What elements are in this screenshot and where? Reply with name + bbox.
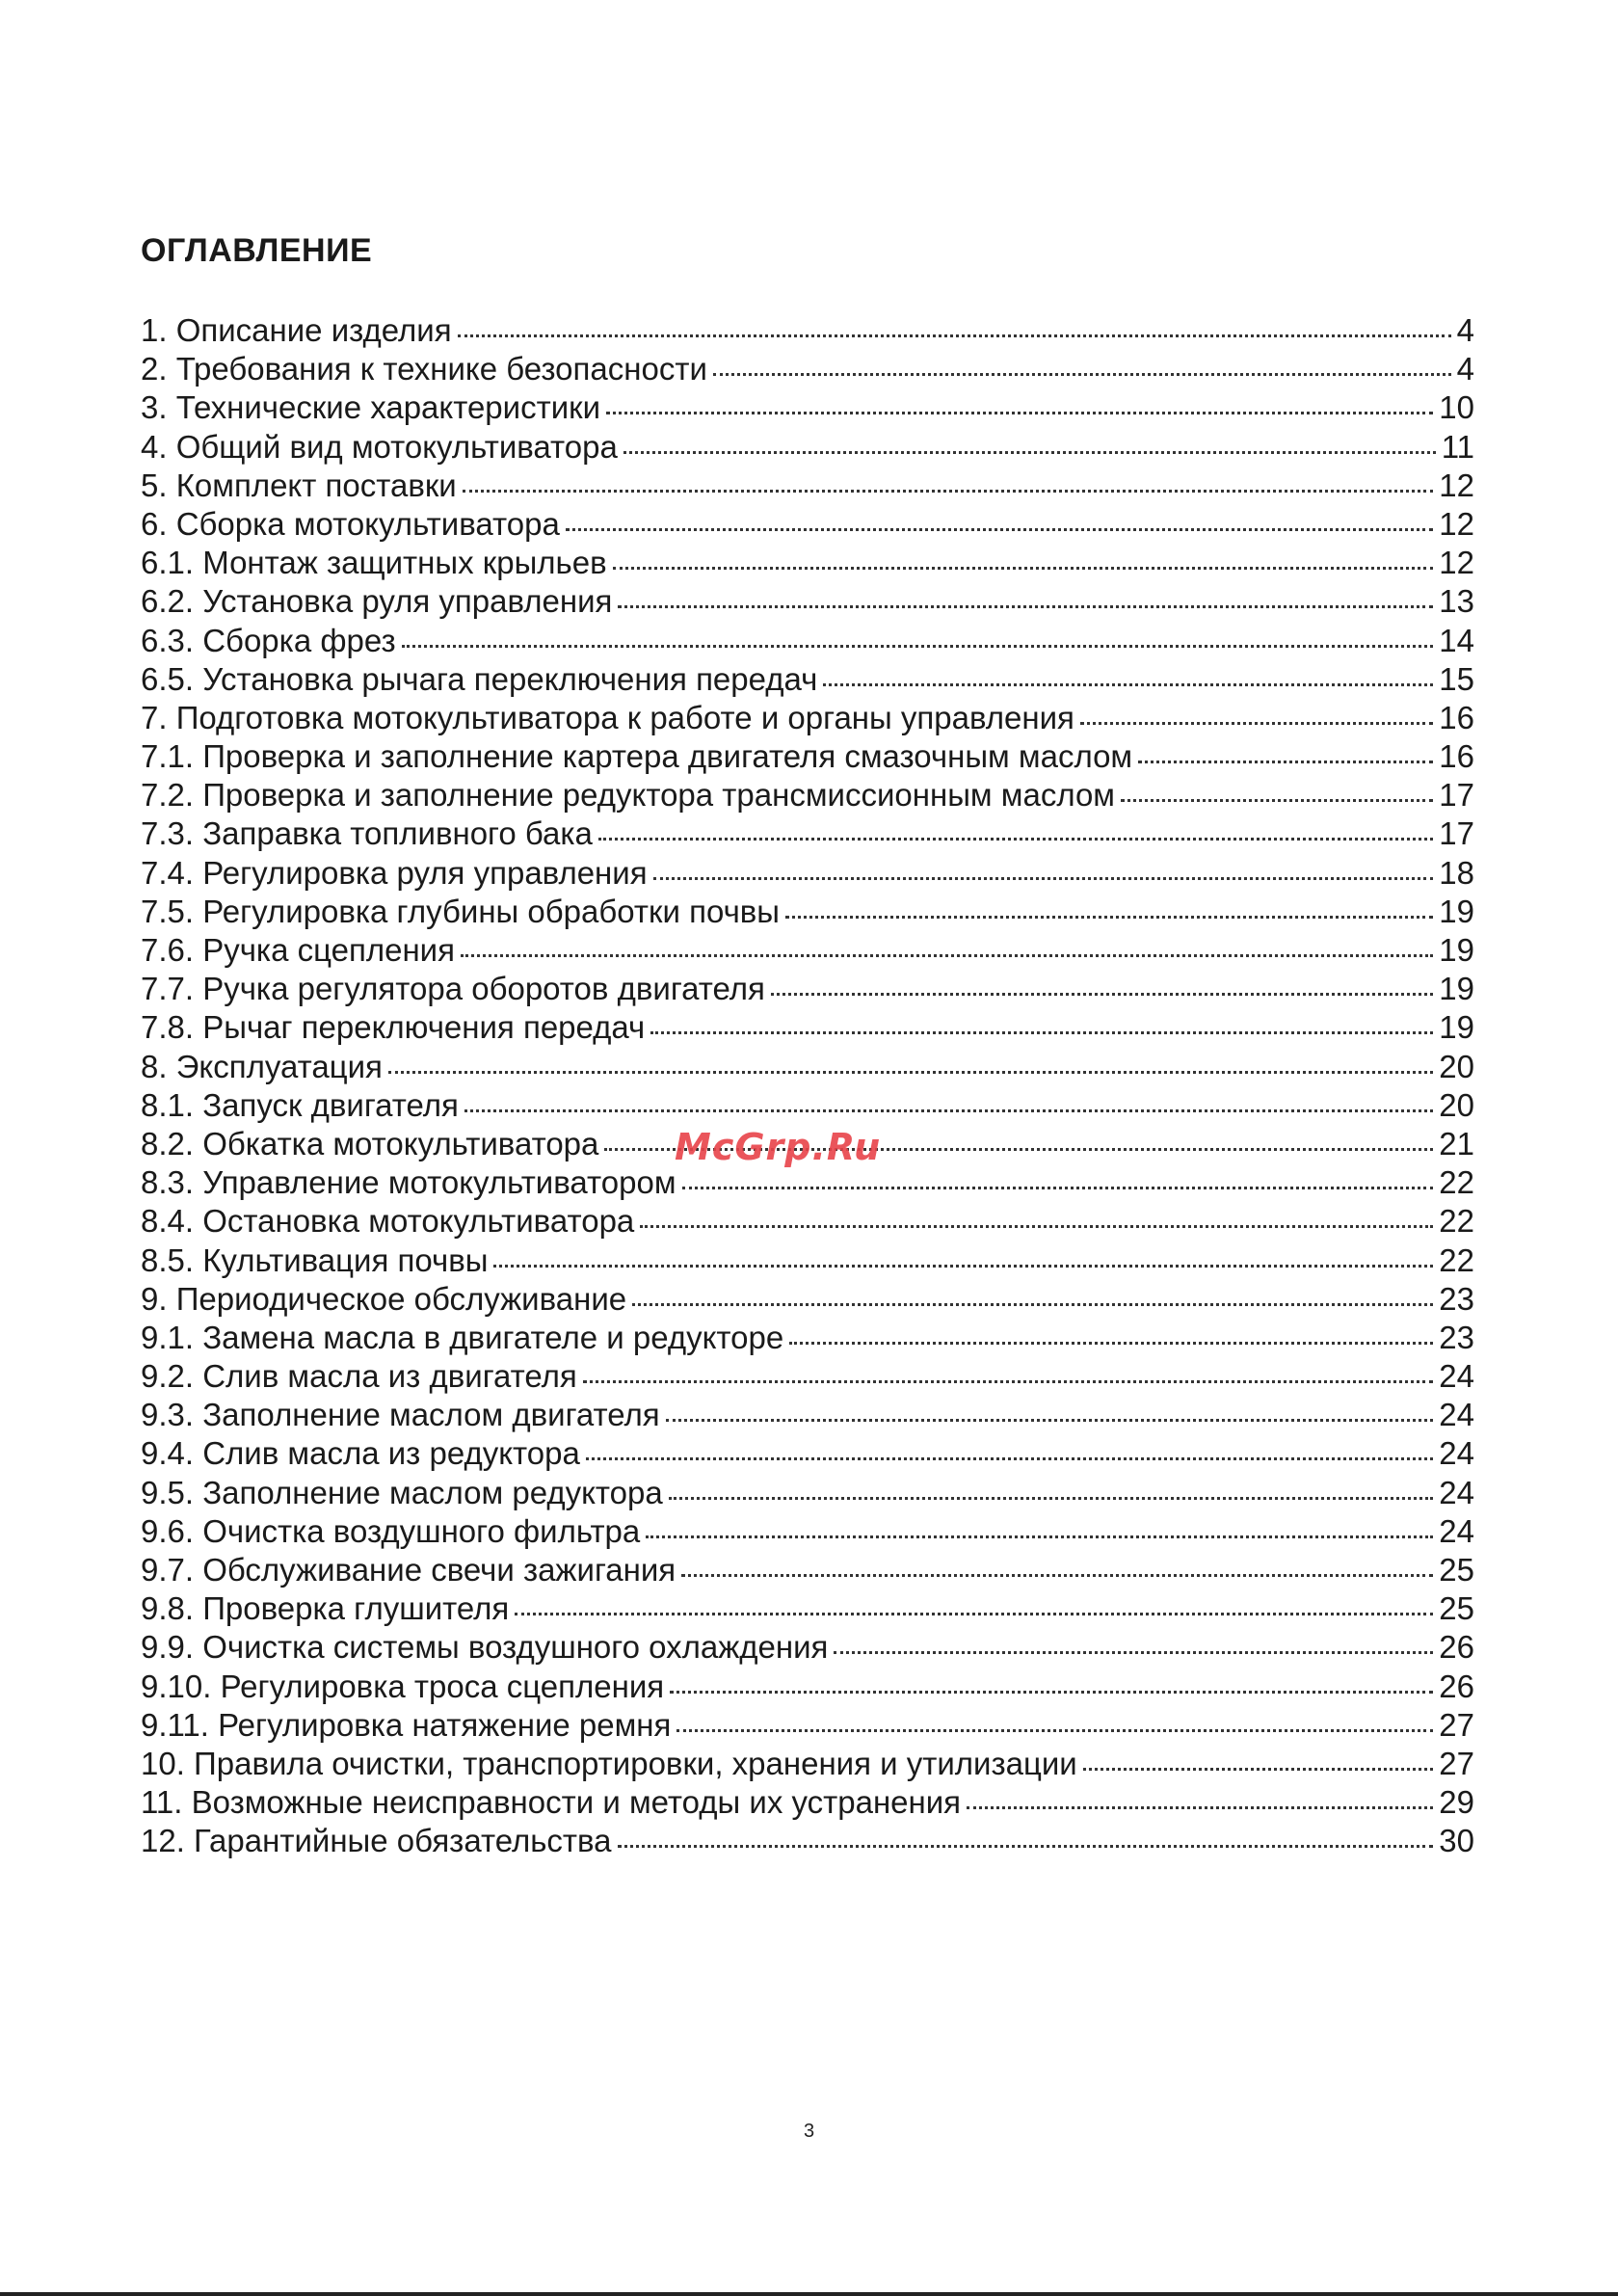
toc-dot-leader	[1121, 799, 1433, 802]
toc-entry-page: 24	[1439, 1358, 1474, 1395]
toc-dot-leader	[464, 1109, 1433, 1112]
toc-dot-leader	[653, 877, 1434, 880]
toc-entry-title: 9.8. Проверка глушителя	[141, 1590, 510, 1627]
toc-dot-leader	[583, 1380, 1434, 1383]
toc-entry-page: 11	[1441, 428, 1474, 465]
toc-entry-title: 11. Возможные неисправности и методы их устранения	[141, 1784, 962, 1821]
toc-dot-leader	[613, 567, 1434, 570]
toc-entry[interactable]	[141, 1706, 1474, 1745]
toc-entry[interactable]	[141, 893, 1474, 931]
toc-dot-leader	[598, 838, 1433, 841]
watermark-logo: McGrp.Ru	[675, 1126, 882, 1168]
toc-entry-title: 6.3. Сборка фрез	[141, 622, 396, 658]
toc-dot-leader	[789, 1342, 1433, 1345]
toc-entry-title: 9.9. Очистка системы воздушного охлаждения	[141, 1629, 829, 1666]
toc-entry[interactable]	[141, 582, 1474, 621]
toc-entry-page: 16	[1439, 738, 1474, 775]
toc-dot-leader	[682, 1187, 1434, 1189]
toc-entry-page: 24	[1439, 1512, 1474, 1549]
toc-dot-leader	[493, 1265, 1433, 1268]
toc-dot-leader	[618, 1845, 1434, 1848]
toc-entry-title: 7.7. Ручка регулятора оборотов двигателя	[141, 971, 765, 1007]
toc-dot-leader	[606, 412, 1433, 414]
toc-entry-page: 27	[1439, 1706, 1474, 1743]
toc-entry-title: 6.2. Установка руля управления	[141, 583, 613, 620]
toc-entry-page: 25	[1439, 1552, 1474, 1588]
toc-entry[interactable]	[141, 350, 1474, 388]
toc-dot-leader	[676, 1729, 1433, 1732]
toc-dot-leader	[666, 1419, 1434, 1422]
toc-entry-title: 7.6. Ручка сцепления	[141, 932, 455, 968]
toc-entry[interactable]	[141, 1319, 1474, 1357]
toc-entry[interactable]	[141, 1357, 1474, 1396]
toc-dot-leader	[461, 954, 1433, 957]
toc-entry[interactable]	[141, 467, 1474, 505]
toc-entry-title: 9.4. Слив масла из редуктора	[141, 1435, 580, 1472]
toc-entry-page: 12	[1439, 467, 1474, 503]
toc-entry-title: 7.8. Рычаг переключения передач	[141, 1009, 646, 1046]
toc-entry[interactable]	[141, 311, 1474, 350]
toc-dot-leader	[632, 1303, 1433, 1306]
toc-entry[interactable]	[141, 1434, 1474, 1473]
toc-entry[interactable]	[141, 1280, 1474, 1319]
toc-entry[interactable]	[141, 931, 1474, 970]
toc-dot-leader	[713, 373, 1451, 376]
toc-entry-page: 26	[1439, 1668, 1474, 1704]
toc-dot-leader	[834, 1651, 1433, 1654]
toc-entry-title: 9.7. Обслуживание свечи зажигания	[141, 1552, 676, 1588]
toc-entry-title: 1. Описание изделия	[141, 312, 452, 348]
toc-entry-page: 29	[1439, 1784, 1474, 1821]
toc-entry[interactable]	[141, 970, 1474, 1008]
toc-entry-title: 7.1. Проверка и заполнение картера двигателя смазочным маслом	[141, 738, 1133, 775]
toc-entry-page: 4	[1456, 312, 1474, 348]
toc-entry-title: 8.5. Культивация почвы	[141, 1241, 489, 1278]
toc-entry-title: 8.4. Остановка мотокультиватора	[141, 1203, 635, 1240]
toc-dot-leader	[586, 1457, 1433, 1460]
toc-entry-title: 9.10. Регулировка троса сцепления	[141, 1668, 665, 1704]
toc-entry-title: 3. Технические характеристики	[141, 389, 601, 426]
toc-dot-leader	[823, 683, 1433, 686]
bottom-rule	[0, 2292, 1618, 2296]
toc-entry[interactable]	[141, 544, 1474, 582]
toc-dot-leader	[1138, 761, 1433, 763]
toc-entry-title: 7.2. Проверка и заполнение редуктора трансмиссионным маслом	[141, 777, 1115, 814]
toc-entry-page: 20	[1439, 1048, 1474, 1084]
toc-entry[interactable]	[141, 1628, 1474, 1667]
toc-entry[interactable]	[141, 428, 1474, 467]
toc-entry-title: 8.3. Управление мотокультиватором	[141, 1164, 676, 1201]
toc-entry-page: 20	[1439, 1086, 1474, 1123]
toc-entry[interactable]	[141, 814, 1474, 853]
toc-entry-page: 4	[1456, 351, 1474, 387]
toc-entry[interactable]	[141, 737, 1474, 776]
toc-entry[interactable]	[141, 622, 1474, 660]
toc-dot-leader	[1083, 1768, 1434, 1771]
toc-dot-leader	[458, 334, 1451, 337]
toc-entry[interactable]	[141, 388, 1474, 427]
toc-entry-title: 2. Требования к технике безопасности	[141, 351, 707, 387]
toc-dot-leader	[623, 451, 1436, 454]
toc-heading: ОГЛАВЛЕНИЕ	[141, 232, 373, 269]
toc-entry[interactable]	[141, 1668, 1474, 1706]
toc-entry-page: 10	[1439, 389, 1474, 426]
toc-entry-title: 9. Периодическое обслуживание	[141, 1280, 627, 1317]
toc-entry-page: 22	[1439, 1203, 1474, 1240]
toc-entry[interactable]	[141, 1512, 1474, 1551]
toc-entry-page: 15	[1439, 660, 1474, 697]
toc-entry-page: 24	[1439, 1474, 1474, 1510]
toc-entry-title: 8.2. Обкатка мотокультиватора	[141, 1125, 599, 1161]
toc-entry-title: 4. Общий вид мотокультиватора	[141, 428, 618, 465]
toc-dot-leader	[771, 993, 1433, 996]
toc-entry[interactable]	[141, 776, 1474, 814]
toc-dot-leader	[402, 645, 1434, 648]
toc-entry-page: 13	[1439, 583, 1474, 620]
toc-entry-page: 22	[1439, 1164, 1474, 1201]
toc-entry-page: 14	[1439, 622, 1474, 658]
toc-entry[interactable]	[141, 1202, 1474, 1241]
toc-entry[interactable]	[141, 1745, 1474, 1783]
toc-entry[interactable]	[141, 1163, 1474, 1202]
toc-dot-leader	[388, 1071, 1433, 1074]
toc-dot-leader	[650, 1031, 1433, 1034]
toc-dot-leader	[785, 916, 1433, 919]
toc-entry[interactable]	[141, 1048, 1474, 1086]
toc-entry-page: 25	[1439, 1590, 1474, 1627]
toc-entry-page: 30	[1439, 1823, 1474, 1859]
toc-entry-page: 17	[1439, 815, 1474, 852]
toc-entry-page: 24	[1439, 1397, 1474, 1433]
toc-entry[interactable]	[141, 1008, 1474, 1047]
toc-dot-leader	[681, 1574, 1433, 1577]
toc-entry[interactable]	[141, 1086, 1474, 1125]
toc-entry[interactable]	[141, 1589, 1474, 1628]
toc-entry-page: 22	[1439, 1241, 1474, 1278]
toc-dot-leader	[463, 490, 1434, 493]
toc-entry-title: 6. Сборка мотокультиватора	[141, 505, 560, 542]
toc-entry-title: 9.11. Регулировка натяжение ремня	[141, 1706, 672, 1743]
toc-entry-page: 17	[1439, 777, 1474, 814]
toc-list	[141, 311, 1474, 1861]
toc-dot-leader	[618, 605, 1433, 608]
toc-entry-title: 8. Эксплуатация	[141, 1048, 383, 1084]
toc-entry-title: 5. Комплект поставки	[141, 467, 457, 503]
toc-dot-leader	[669, 1497, 1434, 1500]
toc-dot-leader	[670, 1691, 1433, 1694]
toc-dot-leader	[566, 528, 1433, 531]
toc-entry[interactable]	[141, 854, 1474, 893]
toc-entry-page: 18	[1439, 854, 1474, 891]
toc-entry-page: 12	[1439, 545, 1474, 581]
toc-entry-page: 19	[1439, 932, 1474, 968]
toc-entry-title: 6.5. Установка рычага переключения передач	[141, 660, 818, 697]
toc-entry-page: 12	[1439, 505, 1474, 542]
toc-entry-title: 9.6. Очистка воздушного фильтра	[141, 1512, 641, 1549]
toc-entry-page: 19	[1439, 893, 1474, 929]
toc-entry[interactable]	[141, 505, 1474, 544]
toc-dot-leader	[515, 1613, 1433, 1615]
toc-entry-title: 9.3. Заполнение маслом двигателя	[141, 1397, 660, 1433]
toc-entry[interactable]	[141, 1474, 1474, 1512]
toc-entry-title: 9.1. Замена масла в двигателе и редукторе	[141, 1319, 784, 1355]
toc-dot-leader	[640, 1225, 1433, 1228]
toc-dot-leader	[967, 1806, 1433, 1809]
toc-entry-page: 19	[1439, 971, 1474, 1007]
toc-entry-title: 9.2. Слив масла из двигателя	[141, 1358, 577, 1395]
toc-entry-title: 12. Гарантийные обязательства	[141, 1823, 612, 1859]
toc-entry[interactable]	[141, 1241, 1474, 1280]
toc-entry-page: 21	[1439, 1125, 1474, 1161]
toc-entry-page: 24	[1439, 1435, 1474, 1472]
toc-entry-title: 7.4. Регулировка руля управления	[141, 854, 648, 891]
toc-entry-page: 19	[1439, 1009, 1474, 1046]
toc-entry[interactable]	[141, 1783, 1474, 1822]
toc-entry-page: 16	[1439, 699, 1474, 735]
toc-entry[interactable]	[141, 1822, 1474, 1860]
toc-entry-title: 7. Подготовка мотокультиватора к работе и органы управления	[141, 699, 1074, 735]
toc-entry-title: 7.5. Регулировка глубины обработки почвы	[141, 893, 781, 929]
toc-entry[interactable]	[141, 660, 1474, 699]
toc-entry-title: 6.1. Монтаж защитных крыльев	[141, 545, 607, 581]
toc-dot-leader	[1080, 722, 1433, 725]
toc-entry[interactable]	[141, 1551, 1474, 1589]
page-number: 3	[803, 2121, 815, 2142]
toc-entry-page: 26	[1439, 1629, 1474, 1666]
toc-entry-title: 10. Правила очистки, транспортировки, хранения и утилизации	[141, 1745, 1077, 1781]
toc-entry-page: 23	[1439, 1319, 1474, 1355]
toc-entry-page: 27	[1439, 1745, 1474, 1781]
toc-entry-title: 8.1. Запуск двигателя	[141, 1086, 459, 1123]
toc-entry-title: 7.3. Заправка топливного бака	[141, 815, 593, 852]
toc-entry-title: 9.5. Заполнение маслом редуктора	[141, 1474, 663, 1510]
toc-dot-leader	[646, 1535, 1433, 1538]
toc-entry[interactable]	[141, 699, 1474, 737]
toc-entry[interactable]	[141, 1396, 1474, 1434]
toc-entry-page: 23	[1439, 1280, 1474, 1317]
